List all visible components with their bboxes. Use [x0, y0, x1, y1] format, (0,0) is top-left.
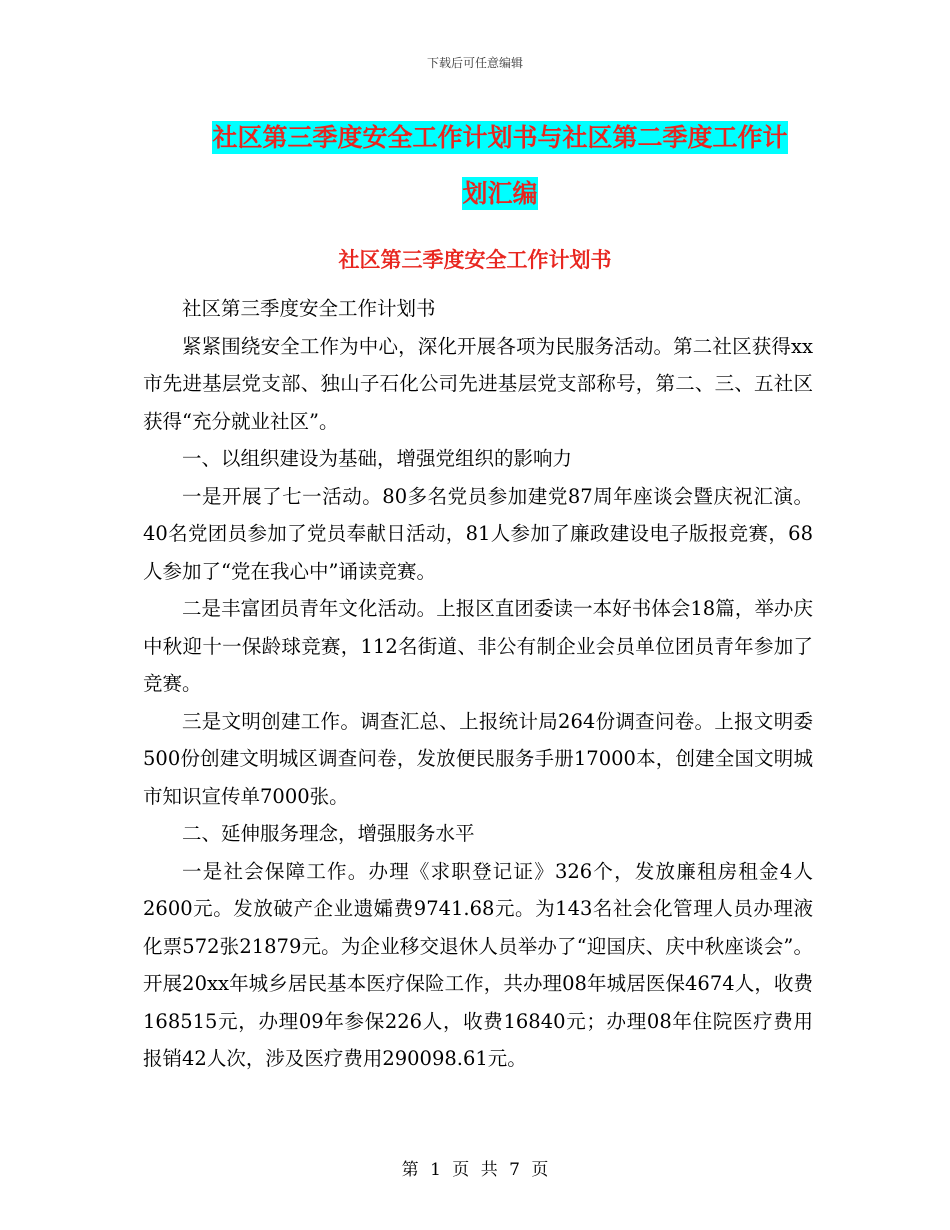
document-title [140, 110, 860, 222]
page-indicator: 第 1 页 共 7 页 [401, 1160, 549, 1180]
header-note: 下载后可任意编辑 [426, 56, 523, 70]
document-body [143, 290, 813, 1078]
paragraph: 一、以组织建设为基础，增强党组织的影响力 [182, 447, 573, 470]
section-title: 社区第三季度安全工作计划书 [338, 247, 612, 272]
paragraph: 紧紧围绕安全工作为中心，深化开展各项为民服务活动。第二社区获得xx市先进基层党支部、独山子石化公司先进基层党支部称号，第二、三、五社区获得“充分就业社区”。 [143, 334, 813, 433]
document-title-line1: 社区第三季度安全工作计划书与社区第二季度工作计 [212, 123, 788, 152]
paragraph: 二、延伸服务理念，增强服务水平 [182, 822, 475, 845]
document-title-line2: 划汇编 [462, 179, 538, 208]
paragraph: 二是丰富团员青年文化活动。上报区直团委读一本好书体会18篇，举办庆中秋迎十一保龄球竞赛，112名街道、非公有制企业会员单位团员青年参加了竞赛。 [143, 597, 813, 695]
paragraph: 一是开展了七一活动。80多名党员参加建党87周年座谈会暨庆祝汇演。40名党团员参加了党员奉献日活动，81人参加了廉政建设电子版报竞赛，68人参加了“党在我心中”诵读竞赛。 [143, 484, 813, 583]
paragraph: 三是文明创建工作。调查汇总、上报统计局264份调查问卷。上报文明委500份创建文明城区调查问卷，发放便民服务手册17000本，创建全国文明城市知识宣传单7000张。 [143, 709, 813, 808]
paragraph: 社区第三季度安全工作计划书 [182, 297, 436, 320]
paragraph: 一是社会保障工作。办理《求职登记证》326个，发放廉租房租金4人2600元。发放破产企业遗孀费9741.68元。为143名社会化管理人员办理液化票572张21879元。为企业移交退休人员举办了“迎国庆、庆中秋座谈会”。开展20xx年城乡居民基本医疗保险工作，共办理08年城居医保4674人，收费168515元，办理09年参保226人，收费16840元；办理08年住院医疗费用报销42人次，涉及医疗费用290098.61元。 [143, 859, 813, 1070]
